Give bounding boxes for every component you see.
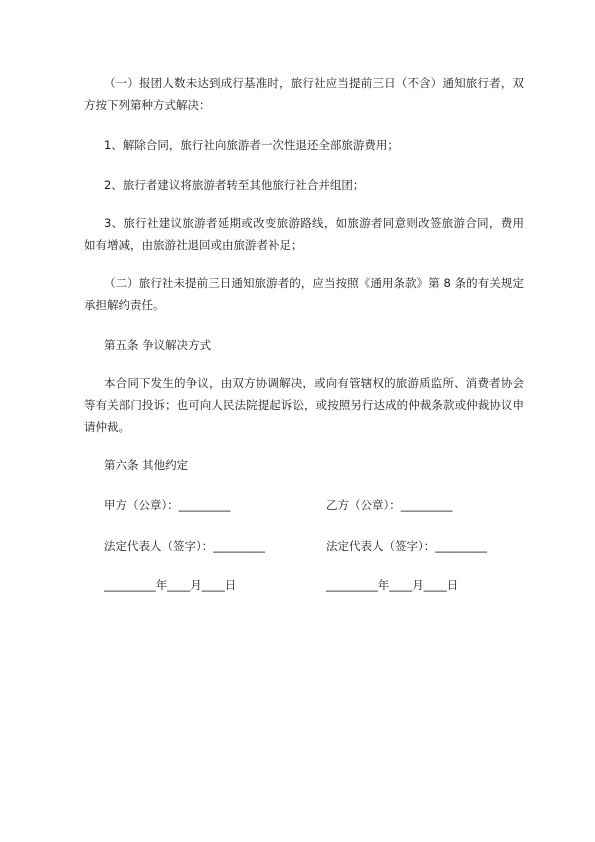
- clause-item-2: 2、旅行者建议将旅游者转至其他旅行社合并组团；: [104, 178, 365, 192]
- party-a-rep-line: 法定代表人（签字）：_________: [104, 539, 265, 553]
- article5-title: 第五条 争议解决方式: [104, 338, 212, 352]
- clause-item-a: （一）报团人数未达到成行基准时，旅行社应当提前三日（不含）通知旅行者，双方按下列第种方式解决：: [84, 76, 524, 112]
- party-b-rep-line: 法定代表人（签字）：_________: [326, 539, 487, 553]
- party-a-seal-line: 甲方（公章）：_________: [104, 498, 231, 512]
- article6-title: 第六条 其他约定: [104, 458, 189, 472]
- clause-item-1: 1、解除合同，旅行社向旅游者一次性退还全部旅游费用；: [104, 138, 399, 152]
- clause-item-3: 3、旅行社建议旅游者延期或改变旅游路线，如旅游者同意则改签旅游合同，费用如有增减，由旅游社退回或由旅游者补足；: [84, 216, 524, 252]
- party-b-seal-line: 乙方（公章）：_________: [326, 498, 453, 512]
- party-a-date-line: _________年____月____日: [104, 578, 237, 592]
- party-b-date-line: _________年____月____日: [326, 578, 459, 592]
- clause-item-b: （二）旅行社未提前三日通知旅游者的，应当按照《通用条款》第 8 条的有关规定承担解约责任。: [84, 276, 524, 312]
- article5-body: 本合同下发生的争议，由双方协调解决，或向有管辖权的旅游质监所、消费者协会等有关部门投诉；也可向人民法院提起诉讼，或按照另行达成的仲裁条款或仲裁协议申请仲裁。: [84, 376, 524, 434]
